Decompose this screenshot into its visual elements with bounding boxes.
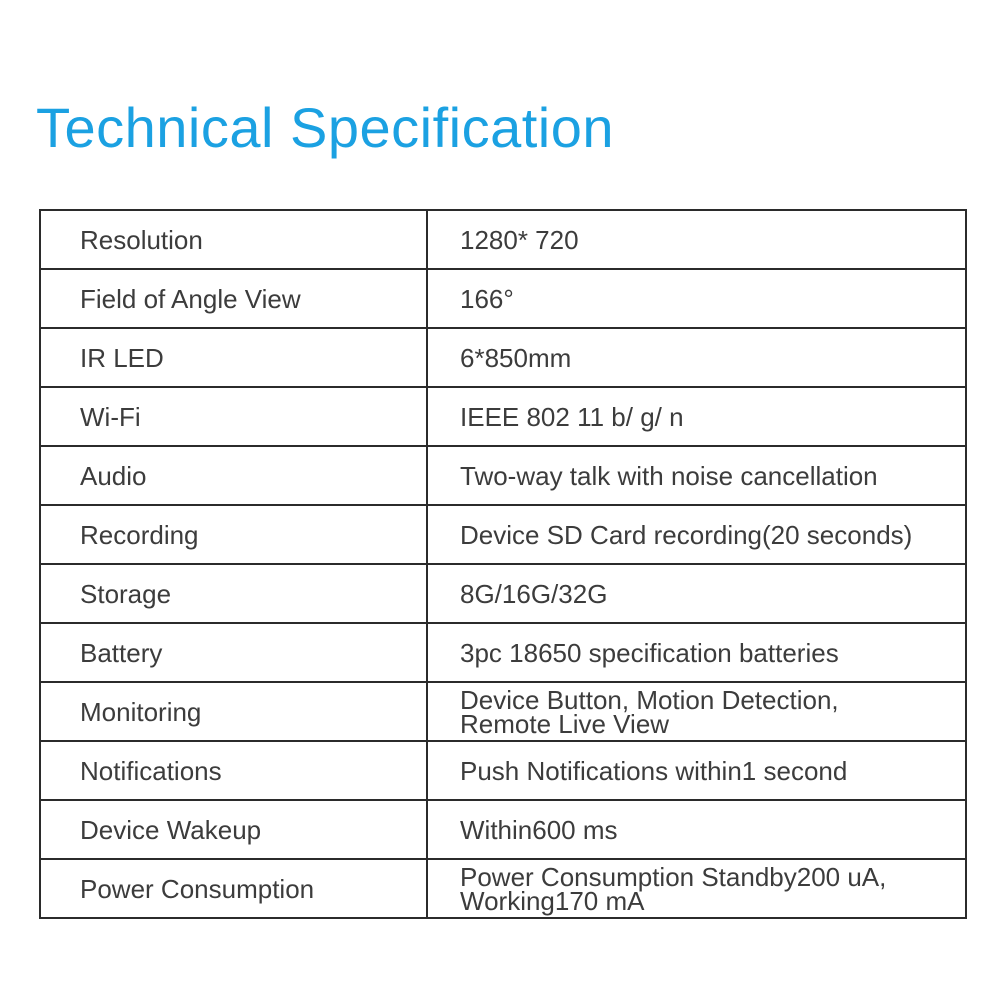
spec-value: 166° [427, 269, 966, 328]
spec-row-recording [40, 505, 966, 564]
spec-value: IEEE 802 11 b/ g/ n [427, 387, 966, 446]
spec-label: Field of Angle View [40, 269, 427, 328]
spec-row-power-consumption [40, 859, 966, 918]
spec-label: Notifications [40, 741, 427, 800]
spec-value: Two-way talk with noise cancellation [427, 446, 966, 505]
spec-label: Device Wakeup [40, 800, 427, 859]
spec-row-field-of-angle-view [40, 269, 966, 328]
spec-value: Power Consumption Standby200 uA, Working170 mA [427, 859, 966, 918]
spec-row-storage [40, 564, 966, 623]
spec-value: 8G/16G/32G [427, 564, 966, 623]
spec-row-resolution [40, 210, 966, 269]
spec-value: Device Button, Motion Detection, Remote Live View [427, 682, 966, 741]
spec-table [39, 209, 967, 919]
spec-value: 6*850mm [427, 328, 966, 387]
spec-value: 1280* 720 [427, 210, 966, 269]
spec-label: Storage [40, 564, 427, 623]
spec-label: Power Consumption [40, 859, 427, 918]
spec-label: Wi-Fi [40, 387, 427, 446]
spec-label: Resolution [40, 210, 427, 269]
spec-row-device-wakeup [40, 800, 966, 859]
spec-value: Within600 ms [427, 800, 966, 859]
spec-label: IR LED [40, 328, 427, 387]
spec-row-wifi [40, 387, 966, 446]
spec-row-monitoring [40, 682, 966, 741]
spec-row-notifications [40, 741, 966, 800]
spec-label: Recording [40, 505, 427, 564]
spec-row-battery [40, 623, 966, 682]
page-title: Technical Specification [36, 96, 615, 159]
spec-value: Push Notifications within1 second [427, 741, 966, 800]
spec-value: Device SD Card recording(20 seconds) [427, 505, 966, 564]
spec-row-ir-led [40, 328, 966, 387]
spec-label: Battery [40, 623, 427, 682]
spec-value: 3pc 18650 specification batteries [427, 623, 966, 682]
spec-row-audio [40, 446, 966, 505]
spec-label: Monitoring [40, 682, 427, 741]
spec-label: Audio [40, 446, 427, 505]
